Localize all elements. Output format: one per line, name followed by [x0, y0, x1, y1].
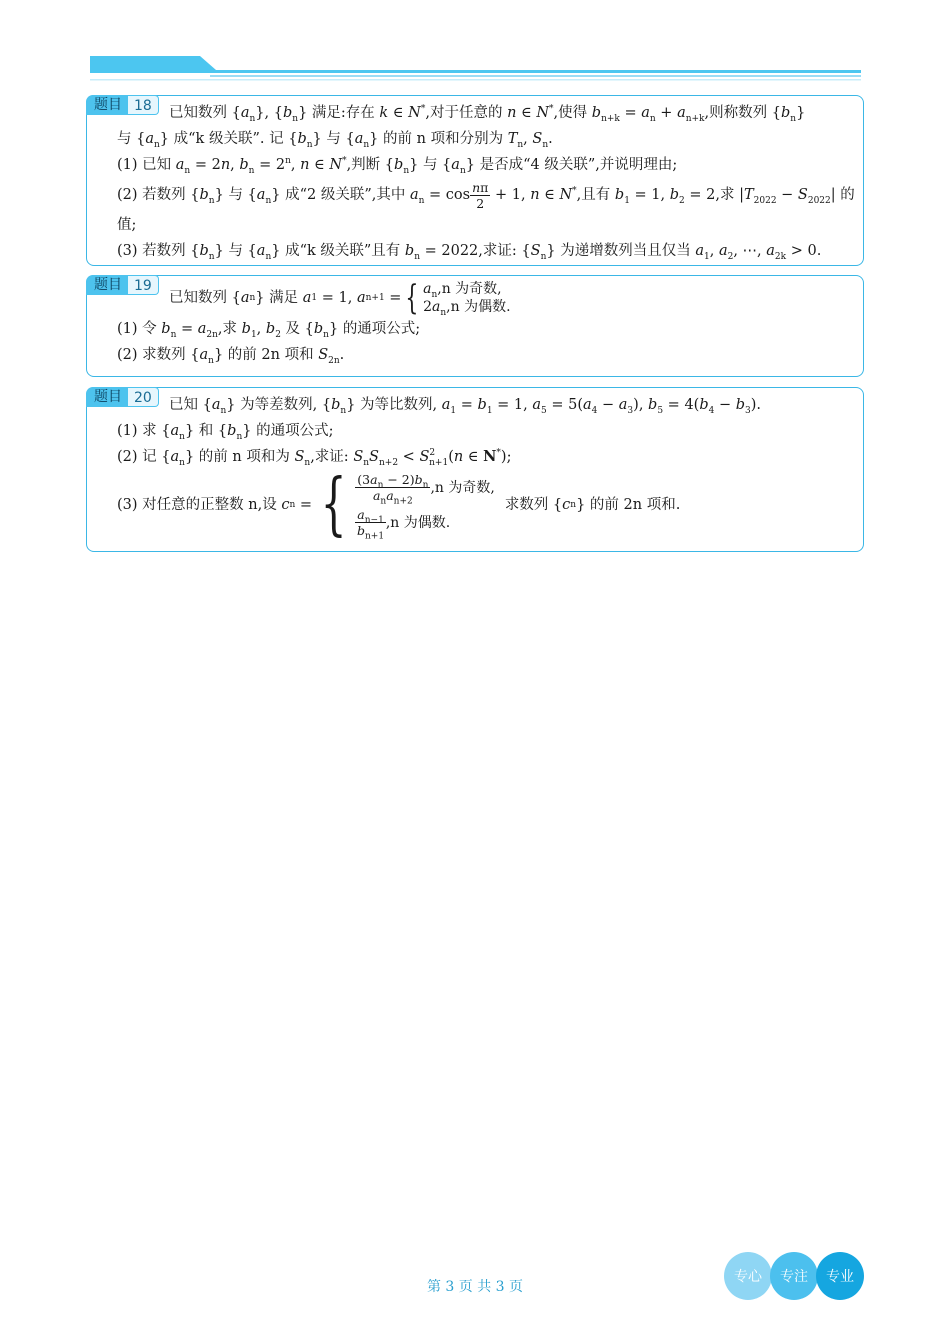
part-1: (1) 令 $b_n = a_{2n}$,求 $b_1$, $b_2$ 及 $\{b_n\}$ 的通项公式; — [117, 321, 421, 340]
problem-text: 已知数列 $\{a_n\}$, $\{b_n\}$ 满足:存在 k ∈ N*,对于任意的 n ∈ N*,使得 $b_{n+k} = a_n + a_{n+k}$,则称数列 $\{b_n\}$ — [169, 104, 806, 124]
part-1: (1) 求 $\{a_n\}$ 和 $\{b_n\}$ 的通项公式; — [117, 423, 334, 442]
seal-badge: 专心 — [724, 1252, 772, 1300]
part-3: (3) 若数列 $\{b_n\}$ 与 $\{a_n\}$ 成“k 级关联”且有 $b_n = 2022$,求证: $\{S_n\}$ 为递增数列当且仅当 $a_1$, $a_2$, ⋯, $a_{2k} > 0$. — [117, 243, 822, 262]
part-3: (3) 对任意的正整数 n,设 c n = { $\frac{(3a_n - 2)b_n}{a_na_{n+2}}$ ,n 为奇数, $\frac{a_{n-1}}{b_{n+1}}$ ,n 为偶数. 求数列 { c n } 的前 2n 项和. — [117, 465, 681, 544]
problem-19 — [86, 275, 864, 377]
part-2: (2) 求数列 $\{a_n\}$ 的前 2n 项和 $S_{2n}$. — [117, 347, 345, 366]
problem-text: 已知 $\{a_n\}$ 为等差数列, $\{b_n\}$ 为等比数列, $a_1 = b_1 = 1$, $a_5 = 5(a_4 - a_3)$, $b_5 = 4(b_4 - b_3)$. — [169, 397, 762, 416]
part-2: (2) 若数列 $\{b_n\}$ 与 $\{a_n\}$ 成“2 级关联”,其中 $a_n = \cos$ $\frac{n\pi}{2}$ + 1, n ∈ N*,且有 $b_1 = 1$, $b_2 = 2$,求 $|T_{2022} - S_{2022}|$ 的 — [117, 179, 855, 211]
problem-number: 19 — [128, 275, 159, 295]
problem-text: 已知数列 { a n } 满足 a 1 = 1, a n+1 = { $a_n,n$ 为奇数, $2a_n,n$ 为偶数. — [169, 278, 511, 318]
problem-label: 题目 — [86, 275, 128, 295]
problem-20 — [86, 387, 864, 552]
seal-badge: 专业 — [816, 1252, 864, 1300]
problem-label: 题目 — [86, 95, 128, 115]
part-1: (1) 已知 $a_n = 2n$, $b_n = 2^n$, n ∈ N*,判断 $\{b_n\}$ 与 $\{a_n\}$ 是否成“4 级关联”,并说明理由; — [117, 156, 678, 176]
page-footer: 第 3 页 共 3 页 — [426, 1279, 524, 1295]
problem-label: 题目 — [86, 387, 128, 407]
part-2: (2) 记 $\{a_n\}$ 的前 n 项和为 $S_n$,求证: $S_nS_{n+2} < S^2_{n+1}(n$ ∈ N*); — [117, 448, 512, 468]
header-banner — [90, 54, 861, 84]
problem-number: 18 — [128, 95, 159, 115]
problem-tag — [86, 275, 159, 295]
problem-tag — [86, 95, 159, 115]
problem-number: 20 — [128, 387, 159, 407]
problem-18: 题目 18 已知数列 $\{a_n\}$, $\{b_n\}$ 满足:存在 k ∈ N*,对于任意的 n ∈ N*,使得 $b_{n+k} = a_n + a_{n+k}$,则称数列 $\{b_n\}$ 与 $\{a_n\}$ 成“k 级关联”. 记 $\{b_n\}$ 与 $\{a_n\}$ 的前 n 项和分别为 $T_n$, $S_n$. (1) 已知 $a_n = 2n$, $b_n = 2^n$, n ∈ N*,判断 $\{b_n\}$ 与 $\{a_n\}$ 是否成“4 级关联”,并说明理由; (2) 若数列 $\{b_n\}$ 与 $\{a_n\}$ 成“2 级关联”,其中 $a_n = \cos$ $\frac{n\pi}{2}$ + 1, n ∈ N*,且有 $b_1 = 1$, $b_2 = 2$,求 $|T_{2022} - S_{2022}|$ 的 值; (3) 若数列 $\{b_n\}$ 与 $\{a_n\}$ 成“k 级关联”且有 $b_n = 2022$,求证: $\{S_n\}$ 为递增数列当且仅当 $a_1$, $a_2$, ⋯, $a_{2k} > 0$. — [86, 95, 864, 266]
seal-badge: 专注 — [770, 1252, 818, 1300]
problem-tag — [86, 387, 159, 407]
